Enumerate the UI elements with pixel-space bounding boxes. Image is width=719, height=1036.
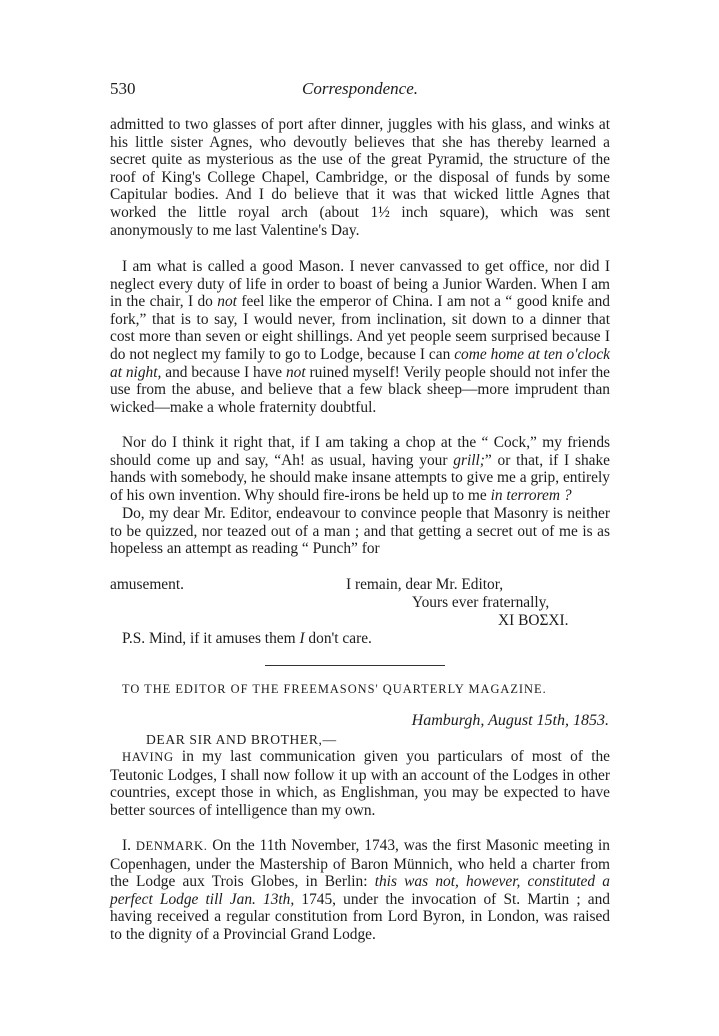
- postscript-text: don't care.: [304, 630, 372, 647]
- paragraph-text: feel like the emperor of China. I am not a “ good knife and fork,” that is to say, I would never, from inclination, sit down to a dinner that cost more than seven or eight shillings. And yet people seem surprised because I do not neglect my family to go to Lodge, because I can: [110, 293, 610, 363]
- small-caps-opening: HAVING: [122, 750, 174, 764]
- paragraph-text: 1745, under the invocation of St. Martin ; and having received a regular constitution from Lord Byron, in London, was raised to the dignity of a Provincial Grand Lodge.: [110, 890, 610, 943]
- paragraph-text: inch square), which was sent anonymously to me last Valentine's Day.: [110, 203, 611, 239]
- page-header: [110, 79, 610, 103]
- running-head: Correspondence.: [302, 79, 418, 98]
- postscript-text: P.S. Mind, if it amuses them: [122, 630, 300, 647]
- paragraph-cock: [110, 434, 610, 504]
- paragraph-text: Do, my dear Mr. Editor, endeavour to convince people that Masonry is neither to be quizzed, nor teazed out of a man ; and that getting a secret out of me is as hopeless an attempt as reading “ Punch” for: [110, 505, 610, 558]
- dateline: Hamburgh, August 15th, 1853.: [411, 712, 609, 729]
- paragraph-text: and because I have: [161, 363, 286, 381]
- section-divider: [265, 665, 445, 666]
- emphasis: I: [299, 630, 305, 647]
- paragraph-agnes: [110, 116, 610, 239]
- emphasis: grill;: [453, 451, 485, 469]
- emphasis: not: [217, 293, 237, 311]
- closing-yours: Yours ever fraternally,: [412, 594, 550, 611]
- paragraph-text: ruined myself! Verily people should not infer the use from the abuse, and believe that a few black sheep—more imprudent than wicked—make a whole fraternity doubtful.: [110, 363, 611, 416]
- paragraph-text: I am what is called a good Mason. I never canvassed to get office, nor did I neglect every duty of life in order to boast of being a Junior Warden. When I am in the chair, I do: [110, 258, 610, 311]
- closing-amusement: amusement.: [110, 576, 184, 593]
- emphasis: this was not, however, constituted a perfect Lodge till Jan. 13th,: [110, 873, 610, 908]
- section-heading: TO THE EDITOR OF THE FREEMASONS' QUARTERLY MAGAZINE.: [122, 682, 547, 696]
- paragraph-text: Nor do I think it right that, if I am taking a chop at the “ Cock,” my friends should come up and say, “Ah! as usual, having your: [110, 434, 610, 469]
- postscript: [122, 630, 372, 648]
- section-number: I.: [122, 837, 136, 854]
- emphasis: come home at ten o'clock at night,: [110, 345, 610, 381]
- paragraph-denmark: [110, 837, 610, 944]
- emphasis: not: [285, 363, 306, 381]
- paragraph-good-mason: [110, 258, 610, 416]
- closing-remain: I remain, dear Mr. Editor,: [346, 576, 504, 593]
- emphasis: in terrorem ?: [490, 486, 572, 504]
- salutation: DEAR SIR AND BROTHER,—: [146, 732, 337, 747]
- paragraph-text: admitted to two glasses of port after dinner, juggles with his glass, and winks at his little sister Agnes, who devoutly believes that she has thereby learned a secret quite as mysterious as the use of the great Pyramid, the structure of the roof of King's College Chapel, Cambridge, or the disposal of funds by some Capitular bodies. And I do believe that it was that wicked little Agnes that worked the little royal arch (about: [110, 116, 610, 221]
- paragraph-text: On the 11th November, 1743, was the first Masonic meeting in Copenhagen, under the Mastership of Baron Münnich, who held a charter from the Lodge aux Trois Globes, in Berlin:: [110, 837, 610, 891]
- country-heading: DENMARK.: [135, 839, 208, 853]
- page-number: 530: [110, 79, 136, 98]
- paragraph-teutonic: [110, 748, 610, 819]
- paragraph-text: ” or that, if I shake hands with somebody, he should make insane attempts to give me a grip, entirely of his own invention. Why should fire-irons be held up to me: [110, 451, 610, 504]
- fraction: 1½: [370, 203, 390, 221]
- paragraph-text: in my last communication given you particulars of most of the Teutonic Lodges, I shall now follow it up with an account of the Lodges in other countries, except those in which, as Englishman, you may be expected to have better sources of intelligence than my own.: [110, 748, 610, 819]
- signature: XI BOΣXI.: [498, 612, 569, 629]
- paragraph-editor: [110, 505, 610, 558]
